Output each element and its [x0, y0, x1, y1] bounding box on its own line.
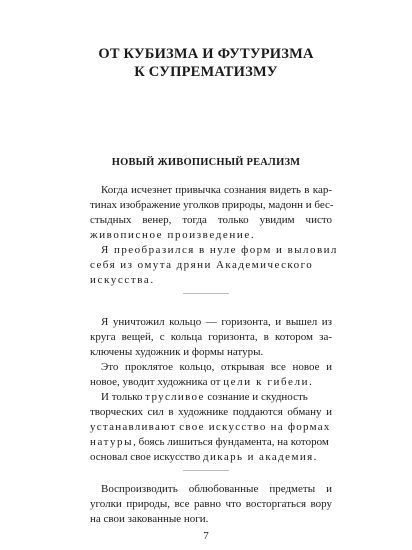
- paragraph-5-text-b: сознание и скудность: [207, 391, 308, 403]
- paragraph-5-text-d: основал свое искусство: [90, 451, 201, 463]
- paragraph-2-line-1: Я преобразился в нуле форм и выловил: [101, 244, 338, 256]
- paragraph-4-spaced-phrase: цели к гибели: [223, 376, 310, 388]
- paragraph-5-text-c: , боясь лишиться фундамента, на котором: [133, 436, 329, 448]
- paragraph-4-text: новое, уводит художника от: [90, 376, 221, 388]
- paragraph-5-line-2: творческих сил в художнике поддаются обману и: [90, 406, 332, 418]
- chapter-title-line-2: К СУПРЕМАТИЗМУ: [134, 64, 278, 80]
- paragraph-5-spaced-b: устанавливают: [90, 421, 177, 433]
- section-divider-2: [183, 470, 229, 471]
- paragraph-1-line-4: живописное произведение.: [90, 229, 256, 241]
- paragraph-5-text-a: И только: [101, 391, 143, 403]
- paragraph-5-spaced-c: свое искусство на формах: [179, 421, 331, 433]
- paragraph-3-line-3: ключены художник и формы натуры.: [90, 346, 264, 358]
- paragraph-4-line-2: [90, 375, 332, 390]
- paragraph-5-line-4: [90, 435, 332, 450]
- paragraph-1-line-2: тинах изображение уголков природы, мадонн и бес-: [90, 199, 334, 211]
- page-number: 7: [203, 530, 209, 542]
- paragraph-1-line-3: [90, 213, 332, 228]
- paragraph-3-line-2: круга вещей, с кольца горизонта, в котором за-: [90, 331, 332, 343]
- paragraph-6-line-3: на свои закованные ноги.: [90, 513, 209, 525]
- paragraph-2-line-2: себя из омута дряни Академического: [90, 259, 314, 271]
- paragraph-1-line-1: Когда исчезнет привычка сознания видеть в кар-: [101, 184, 332, 196]
- paragraph-3-line-1: Я уничтожил кольцо — горизонта, и вышел из: [101, 316, 332, 328]
- chapter-title-line-1: ОТ КУБИЗМА И ФУТУРИЗМА: [98, 46, 314, 62]
- paragraph-5-spaced-e: дикарь и академия: [202, 451, 314, 463]
- paragraph-6-line-2: уголки природы, все равно что восторгаться вору: [90, 498, 332, 510]
- paragraph-4-period: .: [309, 376, 312, 388]
- paragraph-5-line-1: [101, 390, 332, 405]
- section-divider: [183, 293, 229, 294]
- section-heading: НОВЫЙ ЖИВОПИСНЫЙ РЕАЛИЗМ: [111, 157, 301, 168]
- paragraph-1-line-3-text: стыдных венер, тогда только увидим чисто: [90, 214, 332, 226]
- paragraph-2-line-3: искусства.: [90, 274, 155, 286]
- paragraph-6-line-1: Воспроизводить облюбованные предметы и: [101, 483, 332, 495]
- paragraph-5-spaced-d: натуры: [90, 436, 134, 448]
- paragraph-5-spaced-a: трусливое: [145, 391, 205, 403]
- paragraph-5-period: .: [313, 451, 317, 463]
- paragraph-5-line-5: [90, 450, 332, 465]
- paragraph-5-line-3: [90, 420, 332, 435]
- paragraph-4-line-1: Это проклятое кольцо, открывая все новое и: [101, 361, 332, 373]
